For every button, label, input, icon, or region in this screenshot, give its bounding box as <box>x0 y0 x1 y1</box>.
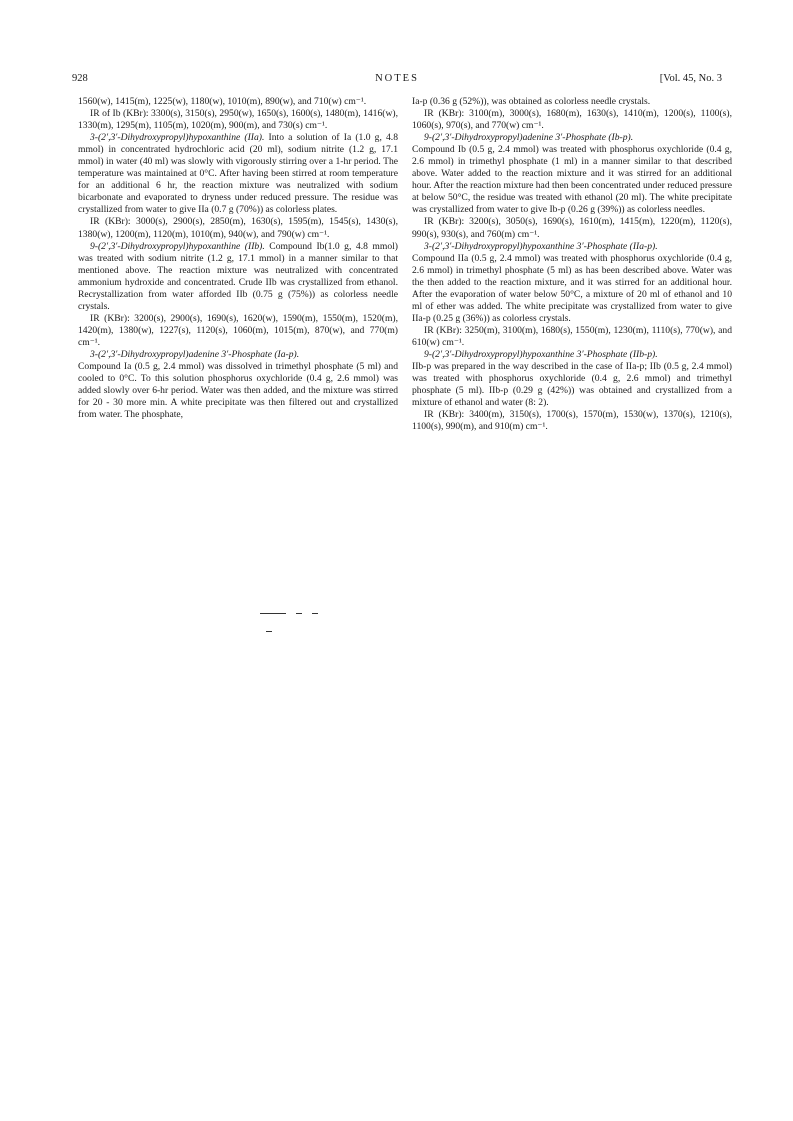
section-body-paragraph: Compound Ia (0.5 g, 2.4 mmol) was dissolved in trimethyl phosphate (5 ml) and cooled to 0°C. To this solution phosphorus oxychloride (0.4 g, 2.6 mmol) was added slowly over 6-hr period. Water was then added, and the mixture was stirred for 20 - 30 more min. A white precipitate was then filtered out and crystallized from water. The phosphate, <box>78 361 398 421</box>
section-heading-paragraph <box>78 349 398 361</box>
rule-dash <box>312 613 318 614</box>
rule-dash <box>260 613 286 614</box>
page-number: 928 <box>72 73 88 84</box>
running-header <box>72 73 722 87</box>
rule-dash <box>266 631 272 632</box>
section-heading-paragraph <box>412 349 732 361</box>
section-body: Into a solution of Ia (1.0 g, 4.8 mmol) in concentrated hydrochloric acid (20 ml), sodium nitrite (1.2 g, 17.1 mmol) in water (40 ml) was slowly with vigorously stirring over a 1-hr period. The temperature was maintained at 0°C. After having been stirred at room temperature for an additional 6 hr, the reaction mixture was neutralized with sodium bicarbonate and evaporated to dryness under reduced pressure. The residue was crystallized from water to give IIa (0.7 g (70%)) as colorless plates. <box>78 132 399 216</box>
section-title: 3-(2′,3′-Dihydroxypropyl)hypoxanthine 3′-Phosphate (IIa-p). <box>424 240 658 252</box>
ir-data-paragraph: IR (KBr): 3200(s), 3050(s), 1690(s), 1610(m), 1415(m), 1220(m), 1120(s), 990(s), 930(s), and 760(m) cm⁻¹. <box>412 216 732 240</box>
ir-data-paragraph: IR of Ib (KBr): 3300(s), 3150(s), 2950(w), 1650(s), 1600(s), 1480(m), 1416(w), 1330(m), 1295(m), 1105(m), 1020(m), 900(m), and 730(s) cm⁻¹. <box>78 108 398 132</box>
end-of-article-rule <box>260 604 332 606</box>
right-column <box>412 96 732 433</box>
volume-issue: [Vol. 45, No. 3 <box>659 73 722 84</box>
section-body-paragraph: IIb-p was prepared in the way described in the case of IIa-p; IIb (0.5 g, 2.4 mmol) was treated with phosphorus oxychloride (0.4 g, 2.6 mmol) and trimethyl phosphate (5 ml). IIb-p (0.29 g (42%)) was obtained and crystallized from a mixture of ethanol and water (8: 2). <box>412 361 732 409</box>
section-paragraph <box>78 241 398 313</box>
ir-data-paragraph: IR (KBr): 3250(m), 3100(m), 1680(s), 1550(m), 1230(m), 1110(s), 770(w), and 610(w) cm⁻¹. <box>412 324 732 348</box>
ir-data-paragraph: IR (KBr): 3100(m), 3000(s), 1680(m), 1630(s), 1410(m), 1200(s), 1100(s), 1060(s), 970(s), and 770(w) cm⁻¹. <box>412 108 732 132</box>
section-heading-paragraph <box>412 132 732 144</box>
rule-dash <box>296 613 302 614</box>
section-body-paragraph: Compound Ib (0.5 g, 2.4 mmol) was treated with phosphorus oxychloride (0.4 g, 2.6 mmol) in trimethyl phosphate (1 ml) in a manner similar to that described above. Water added to the reaction mixture and it was stirred for an additional hour. After the reaction mixture had then been concentrated under reduced pressure at below 50°C, the residue was treated with ethanol (20 ml). The white precipitate was crystallized from water to give Ib-p (0.26 g (39%)) as colorless needles. <box>412 144 732 216</box>
journal-section-title: NOTES <box>375 73 419 84</box>
section-paragraph <box>78 132 398 216</box>
paragraph: Ia-p (0.36 g (52%)), was obtained as colorless needle crystals. <box>412 96 651 107</box>
section-title: 9-(2′,3′-Dihydroxypropyl)adenine 3′-Phosphate (Ib-p). <box>424 132 634 144</box>
section-title: 3-(2′,3′-Dihydroxypropyl)hypoxanthine (IIa). <box>90 132 265 144</box>
section-body: Compound Ib(1.0 g, 4.8 mmol) was treated with sodium nitrite (1.2 g, 17.1 mmol) in a manner similar to that mentioned above. The reaction mixture was neutralized with concentrated ammonium hydroxide and concentrated. Crude IIb was crystallized from ethanol. Recrystallization from water afforded IIb (0.75 g (75%)) as colorless needle crystals. <box>78 240 398 312</box>
ir-data-paragraph: IR (KBr): 3400(m), 3150(s), 1700(s), 1570(m), 1530(w), 1370(s), 1210(s), 1100(s), 990(m), and 910(m) cm⁻¹. <box>412 409 732 433</box>
ir-data-paragraph: IR (KBr): 3000(s), 2900(s), 2850(m), 1630(s), 1595(m), 1545(s), 1430(s), 1380(w), 1200(m), 1120(m), 1010(m), 940(w), and 790(w) cm⁻¹. <box>78 216 398 240</box>
paragraph: 1560(w), 1415(m), 1225(w), 1180(w), 1010(m), 890(w), and 710(w) cm⁻¹. <box>78 96 367 107</box>
left-column <box>78 96 398 421</box>
section-body-paragraph: Compound IIa (0.5 g, 2.4 mmol) was treated with phosphorus oxychloride (0.4 g, 2.6 mmol) in trimethyl phosphate (5 ml) as has been described above. Water was the then added to the reaction mixture, and it was stirred for an additional hour. After the evaporation of water below 50°C, a mixture of 20 ml of ethanol and 10 ml of ether was added. The white precipitate was crystallized from water to give IIa-p (0.25 g (36%)) as colorless crystals. <box>412 252 732 324</box>
section-heading-paragraph <box>412 241 732 253</box>
section-title: 9-(2′,3′-Dihydroxypropyl)hypoxanthine (IIb). <box>90 240 265 252</box>
section-title: 9-(2′,3′-Dihydroxypropyl)hypoxanthine 3′-Phosphate (IIb-p). <box>424 348 658 360</box>
section-title: 3-(2′,3′-Dihydroxypropyl)adenine 3′-Phosphate (Ia-p). <box>90 348 300 360</box>
ir-data-paragraph: IR (KBr): 3200(s), 2900(s), 1690(s), 1620(w), 1590(m), 1550(m), 1520(m), 1420(m), 1380(w), 1227(s), 1120(s), 1060(m), 1015(m), 870(w), and 770(m) cm⁻¹. <box>78 312 398 348</box>
